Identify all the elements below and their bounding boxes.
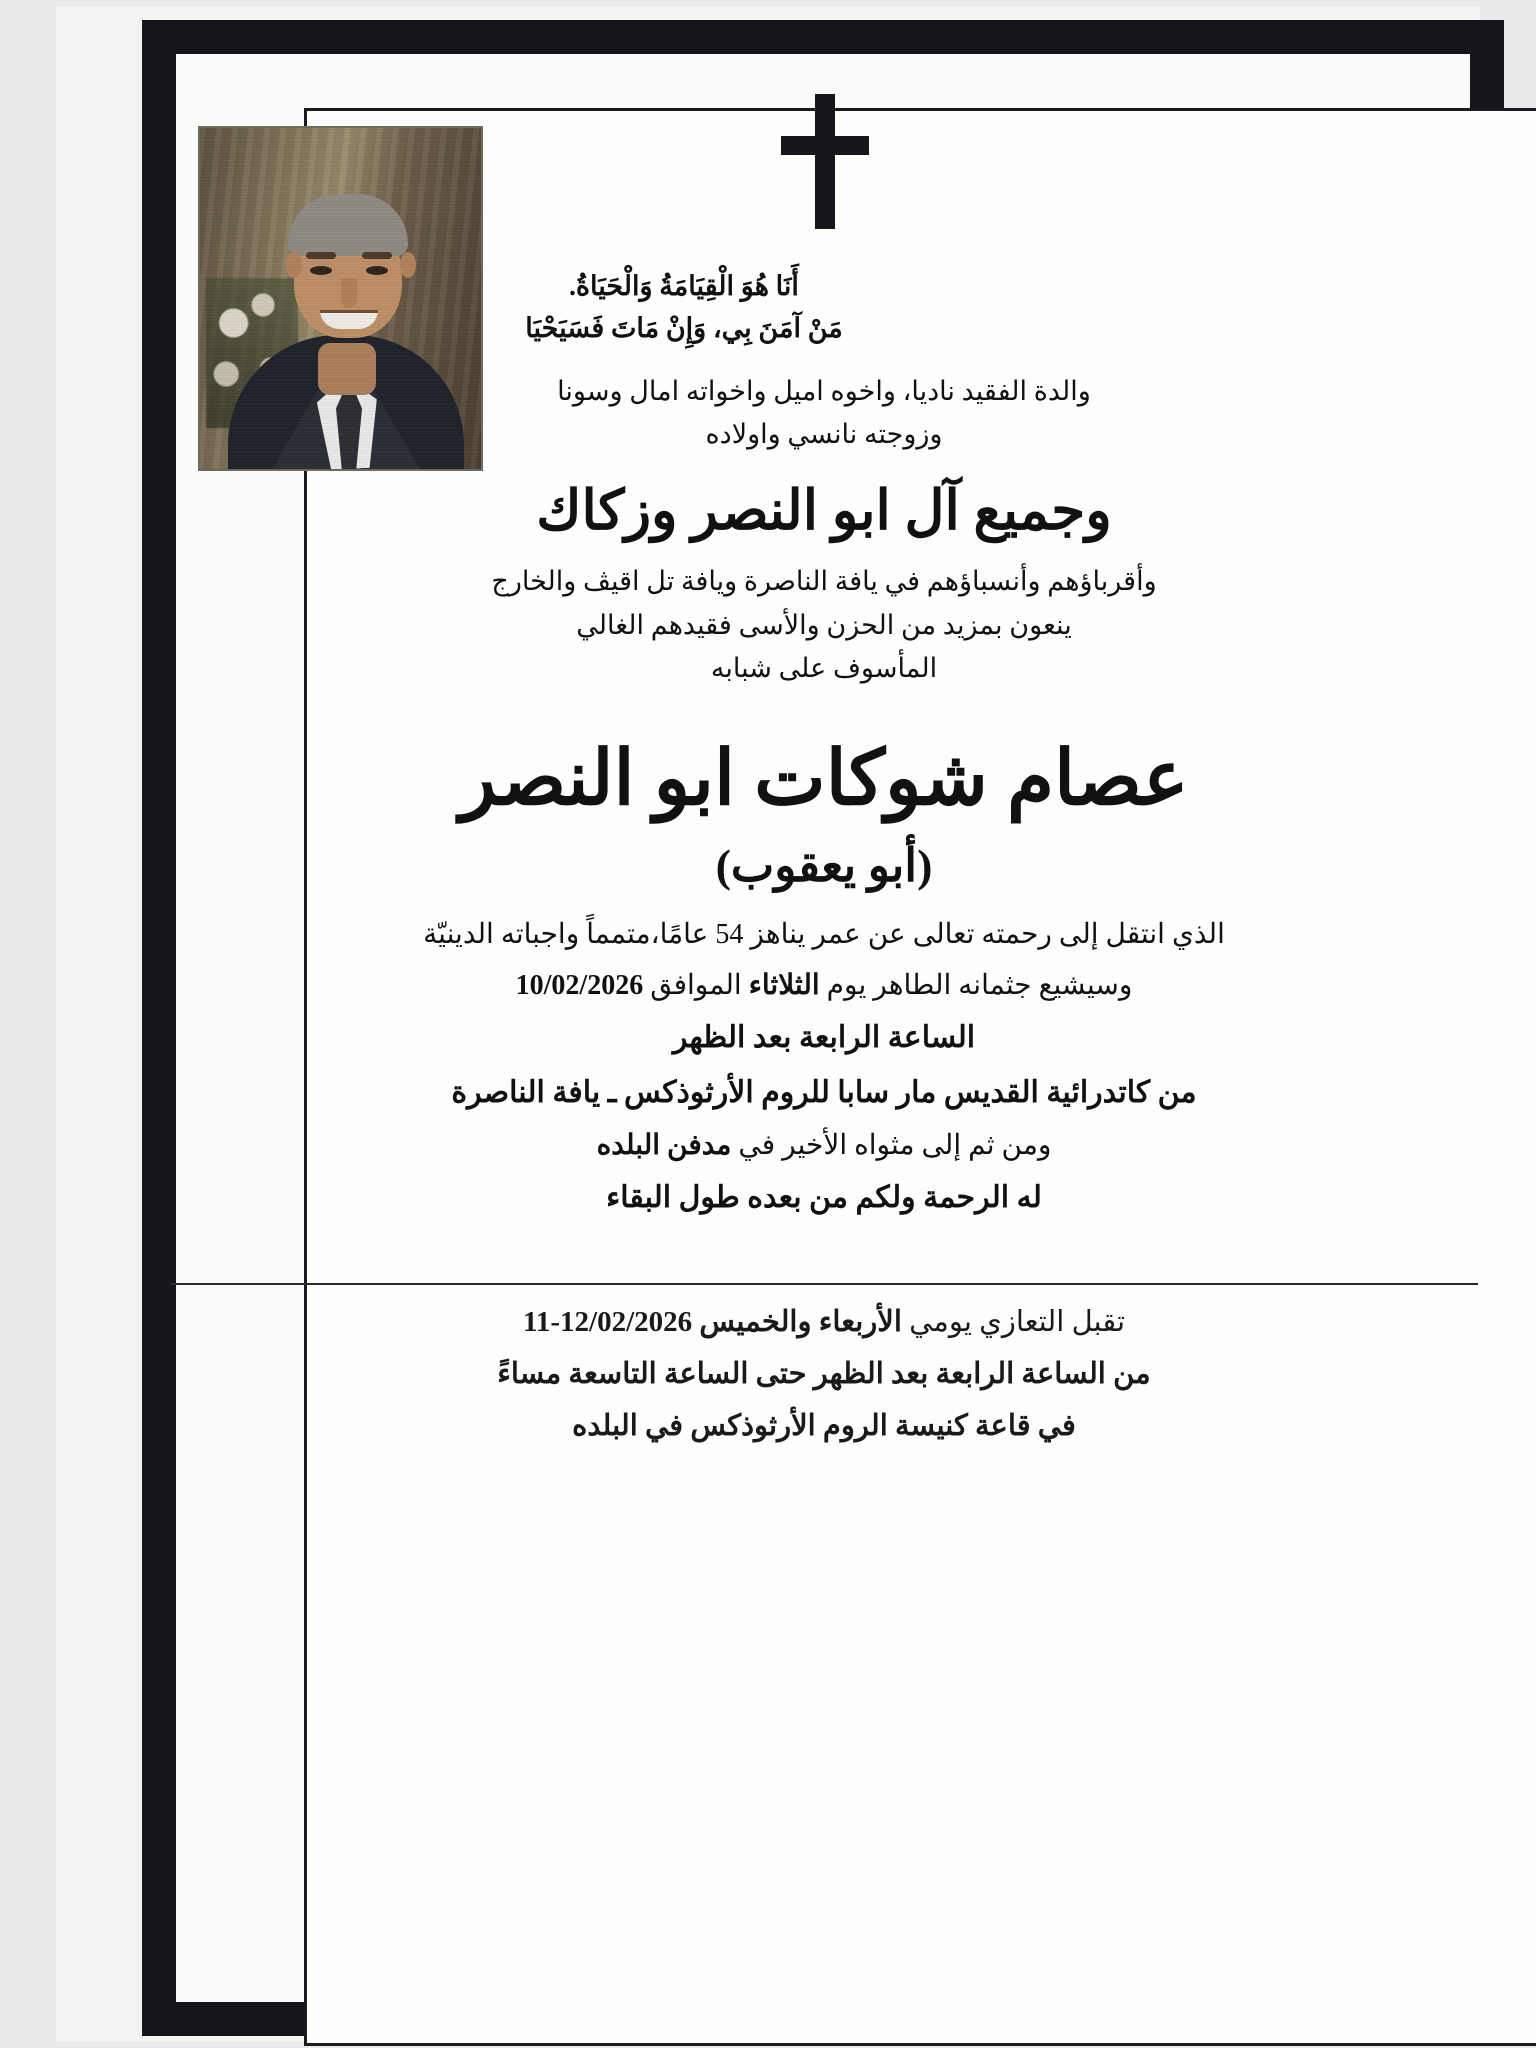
detail-burial-line xyxy=(202,1121,1446,1170)
section-divider xyxy=(170,1283,1478,1285)
family-headline: وجميع آل ابو النصر وزكاك xyxy=(536,480,1112,541)
family-intro xyxy=(216,370,1432,456)
notice-content xyxy=(196,70,1452,1988)
detail-church: من كاتدرائية القديس مار سابا للروم الأرثوذكس ـ يافة الناصرة xyxy=(451,1075,1197,1109)
funeral-details xyxy=(202,910,1446,1227)
condolences-hours: من الساعة الرابعة بعد الظهر حتى الساعة التاسعة مساءً xyxy=(497,1358,1151,1391)
detail-weekday: الثلاثاء xyxy=(748,970,820,1001)
relatives-line-1: وأقرباؤهم وأنسباؤهم في يافة الناصرة ويافة تل اقيڤ والخارج xyxy=(491,566,1157,596)
relatives-line-3: المأسوف على شبابه xyxy=(710,653,938,684)
condolences-venue: في قاعة كنيسة الروم الأرثوذكس في البلده xyxy=(572,1410,1076,1443)
family-line-1: والدة الفقيد ناديا، واخوه اميل واخواته امال وسونا xyxy=(557,376,1091,406)
deceased-name: عصام شوكات ابو النصر xyxy=(459,737,1189,821)
detail-age-line xyxy=(202,910,1446,959)
relatives-block xyxy=(216,560,1432,691)
detail-burial-prefix: ومن ثم إلى مثواه الأخير في xyxy=(731,1130,1052,1161)
scripture-line-1: أَنَا هُوَ الْقِيَامَةُ وَالْحَيَاةُ. xyxy=(569,271,799,301)
latin-cross-icon xyxy=(769,94,879,229)
paper-sheet xyxy=(56,6,1480,2042)
detail-date-mid: الموافق xyxy=(643,970,749,1001)
scripture-block xyxy=(216,266,1152,350)
condolences-dates: 11-12/02/2026 xyxy=(522,1306,693,1338)
deceased-kunya: (أبو يعقوب) xyxy=(715,840,933,891)
condolences-days-line xyxy=(202,1296,1446,1348)
detail-date-prefix: وسيشيع جثمانه الطاهر يوم xyxy=(819,970,1133,1001)
detail-funeral-date: 10/02/2026 xyxy=(515,970,644,1001)
family-line-2: وزوجته نانسي واولاده xyxy=(705,419,943,450)
detail-date-line xyxy=(202,961,1446,1010)
relatives-line-2: ينعون بمزيد من الحزن والأسى فقيدهم الغالي xyxy=(576,609,1072,640)
detail-age-prefix: الذي انتقل إلى رحمته تعالى عن عمر يناهز xyxy=(743,919,1225,950)
condolences-prefix: تقبل التعازي يومي xyxy=(901,1306,1126,1338)
condolences-block xyxy=(202,1296,1446,1453)
detail-burial-place: مدفن البلده xyxy=(596,1130,732,1161)
detail-time: الساعة الرابعة بعد الظهر xyxy=(672,1021,976,1054)
detail-age-suffix: عامًا،متمماً واجباته الدينيّة xyxy=(423,919,716,950)
condolences-days: الأربعاء والخميس xyxy=(699,1306,902,1338)
scripture-line-2: مَنْ آمَنَ بِي، وَإِنْ مَاتَ فَسَيَحْيَا xyxy=(525,312,843,343)
detail-age-value: 54 xyxy=(715,919,744,950)
detail-blessing: له الرحمة ولكم من بعده طول البقاء xyxy=(606,1181,1042,1214)
